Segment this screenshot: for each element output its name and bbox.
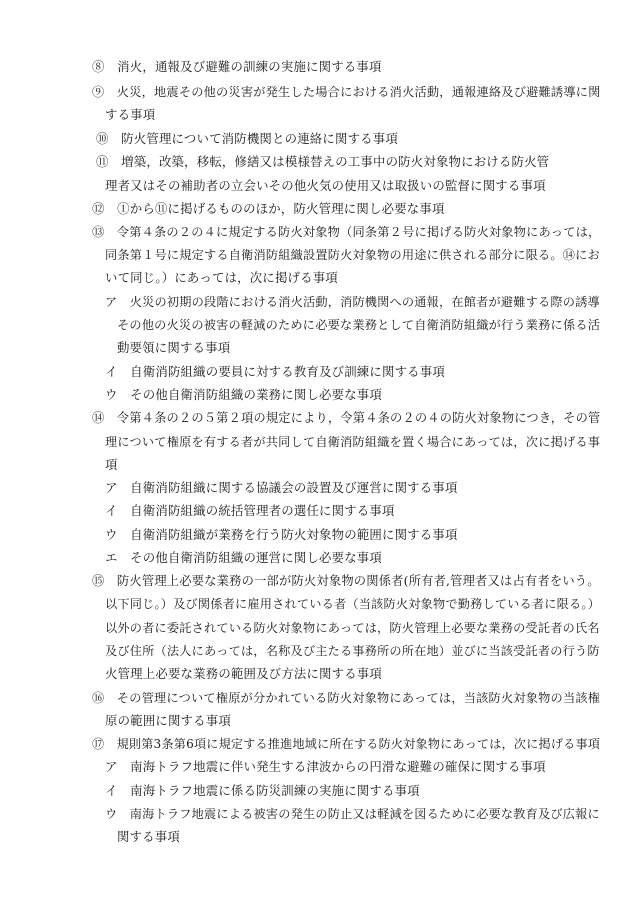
- item-14-e: エ その他自衛消防組織の運営に関し必要な事項: [105, 550, 382, 565]
- item-13-a: ア 火災の初期の段階における消火活動，消防機関への通報，在館者が避難する際の誘導: [105, 295, 600, 309]
- item-13-a-cont-1: その他の火災の被害の軽減のために必要な業務として自衛消防組織が行う業務に係る活: [117, 318, 601, 332]
- item-15-cont-1: 以下同じ。）及び関係者に雇用されている者（当該防火対象物で勤務している者に限る。）: [105, 597, 601, 611]
- item-14-u: ウ 自衛消防組織が業務を行う防火対象物の範囲に関する事項: [105, 527, 458, 542]
- item-17-i: イ 南海トラフ地震に係る防災訓練の実施に関する事項: [105, 783, 420, 798]
- item-10: ⑩ 防火管理について消防機関との連絡に関する事項: [96, 131, 398, 146]
- item-14-a: ア 自衛消防組織に関する協議会の設置及び運営に関する事項: [105, 480, 458, 495]
- item-16-cont: 原の範囲に関する事項: [105, 713, 231, 728]
- item-13-u: ウ その他自衛消防組織の業務に関し必要な事項: [105, 387, 382, 402]
- item-14-i: イ 自衛消防組織の統括管理者の選任に関する事項: [105, 503, 395, 518]
- item-17-u: ウ 南海トラフ地震による被害の発生の防止又は軽減を図るために必要な教育及び広報に: [105, 807, 600, 821]
- item-17: ⑰ 規則第3条第6項に規定する推進地域に所在する防火対象物にあっては，次に掲げる事項: [92, 737, 601, 751]
- item-11-cont: 理者又はその補助者の立会いその他火気の使用又は取扱いの監督に関する事項: [105, 178, 546, 193]
- item-14-cont-2: 項: [105, 457, 118, 472]
- item-17-a: ア 南海トラフ地震に伴い発生する津波からの円滑な避難の確保に関する事項: [105, 759, 546, 774]
- item-12: ⑫ ①から⑪に掲げるもののほか，防火管理に関し必要な事項: [92, 201, 445, 216]
- item-9: ⑨ 火災，地震その他の災害が発生した場合における消火活動，通報連絡及び避難誘導に関: [92, 85, 601, 99]
- item-14-cont-1: 理について権原を有する者が共同して自衛消防組織を置く場合にあっては，次に掲げる事: [105, 435, 601, 449]
- item-15-cont-2: 以外の者に委託されている防火対象物にあっては，防火管理上必要な業務の受託者の氏名: [105, 621, 600, 635]
- item-8: ⑧ 消火，通報及び避難の訓練の実施に関する事項: [92, 59, 382, 74]
- item-13-cont-1: 同条第１号に規定する自衛消防組織設置防火対象物の用途に供される部分に限る。⑭にお: [105, 248, 600, 262]
- item-17-u-cont: 関する事項: [117, 829, 180, 844]
- item-15-cont-3: 及び住所（法人にあっては，名称及び主たる事務所の所在地）並びに当該受託者の行う防: [105, 644, 600, 658]
- item-11: ⑪ 増築，改築，移転，修繕又は模様替えの工事中の防火対象物における防火管: [96, 154, 550, 169]
- item-9-cont: する事項: [105, 107, 156, 122]
- item-14: ⑭ 令第４条の２の５第２項の規定により，令第４条の２の４の防火対象物につき，その管: [92, 411, 601, 425]
- item-13-cont-2: いて同じ。）にあっては，次に掲げる事項: [105, 270, 338, 285]
- item-15-cont-4: 火管理上必要な業務の範囲及び方法に関する事項: [105, 666, 382, 681]
- item-13-a-cont-2: 動要領に関する事項: [117, 340, 231, 355]
- item-16: ⑯ その管理について権原が分かれている防火対象物にあっては，当該防火対象物の当該権: [92, 691, 601, 705]
- item-15: ⑮ 防火管理上必要な業務の一部が防火対象物の関係者(所有者,管理者又は占有者をいう。: [92, 574, 600, 588]
- item-13-i: イ 自衛消防組織の要員に対する教育及び訓練に関する事項: [105, 364, 445, 379]
- item-13: ⑬ 令第４条の２の４に規定する防火対象物（同条第２号に掲げる防火対象物にあっては，: [92, 225, 601, 239]
